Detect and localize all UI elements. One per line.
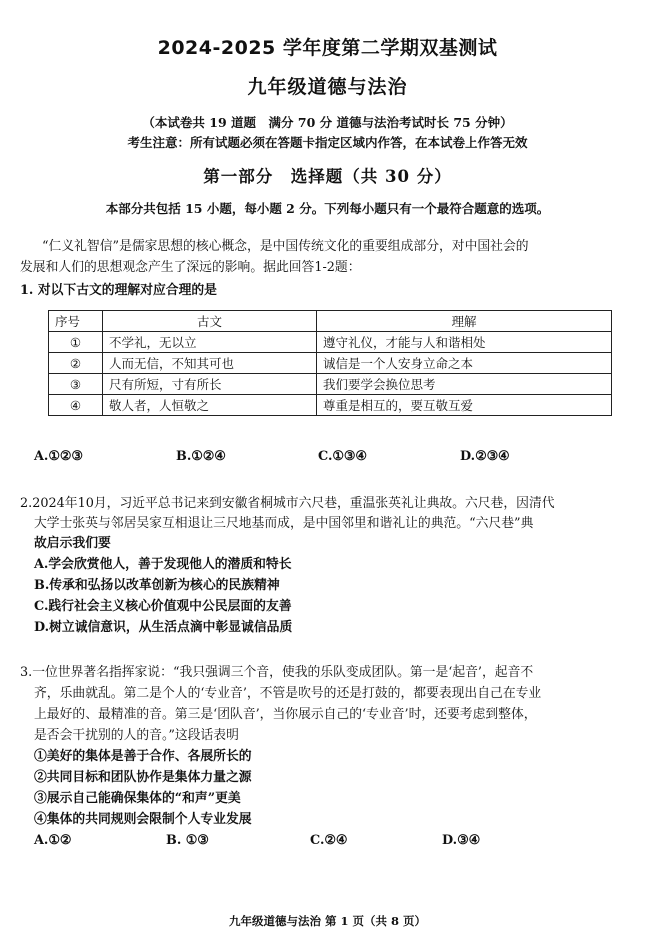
table-row <box>49 332 612 353</box>
q1-option-d: D.②③④ <box>460 449 510 464</box>
q1-table <box>48 310 612 416</box>
q1-option-a: A.①②③ <box>34 449 83 464</box>
table-cell: 不学礼，无以立 <box>103 332 317 353</box>
q2-option-d: D.树立诚信意识，从生活点滴中彰显诚信品质 <box>34 620 293 635</box>
exam-subject: 九年级道德与法治 <box>247 76 408 98</box>
q3-option-d: D.③④ <box>442 833 481 848</box>
q2-line-1: 2.2024年10月，习近平总书记来到安徽省桐城市六尺巷，重温张英礼让典故。六尺巷，因清代 <box>20 496 555 511</box>
exam-notice: 考生注意：所有试题必须在答题卡指定区域内作答，在本试卷上作答无效 <box>127 135 528 150</box>
q3-option-a: A.①② <box>34 833 72 848</box>
table-header-cell: 理解 <box>317 311 612 332</box>
q2-option-c: C.践行社会主义核心价值观中公民层面的友善 <box>34 599 292 614</box>
q3-statement-1: ①美好的集体是善于合作、各展所长的 <box>34 749 252 764</box>
q3-line-1: 3.一位世界著名指挥家说：“我只强调三个音，使我的乐队变成团队。第一是‘起音’，起音不 <box>20 665 534 680</box>
q1-stem: 1. 对以下古文的理解对应合理的是 <box>20 283 217 298</box>
part-note: 本部分共包括 15 小题，每小题 2 分。下列每小题只有一个最符合题意的选项。 <box>105 201 550 216</box>
table-header-row <box>49 311 612 332</box>
q3-line-3: 上最好的、最精准的音。第三是‘团队音’，当你展示自己的‘专业音’时，还要考虑到整体， <box>34 707 537 722</box>
table-cell: ② <box>49 353 103 374</box>
table-cell: ① <box>49 332 103 353</box>
q1-option-c: C.①③④ <box>318 449 367 464</box>
table-cell: 诚信是一个人安身立命之本 <box>317 353 612 374</box>
table-cell: 我们要学会换位思考 <box>317 374 612 395</box>
q3-option-b: B. ①③ <box>166 833 209 848</box>
q1-option-b: B.①②④ <box>176 449 226 464</box>
q3-line-4: 是否会干扰别的人的音。”这段话表明 <box>34 728 239 743</box>
table-cell: 敬人者，人恒敬之 <box>103 395 317 416</box>
q2-line-2: 大学士张英与邻居吴家互相退让三尺地基而成，是中国邻里和谐礼让的典范。“六尺巷”典 <box>34 516 534 531</box>
exam-title: 2024-2025 学年度第二学期双基测试 <box>157 37 498 59</box>
q2-option-b: B.传承和弘扬以改革创新为核心的民族精神 <box>34 578 280 593</box>
q2-line-3: 故启示我们要 <box>34 536 111 551</box>
table-cell: ④ <box>49 395 103 416</box>
table-cell: 尊重是相互的，要互敬互爱 <box>317 395 612 416</box>
q2-option-a: A.学会欣赏他人，善于发现他人的潜质和特长 <box>34 557 292 572</box>
q3-statement-4: ④集体的共同规则会限制个人专业发展 <box>34 812 252 827</box>
intro-line-2: 发展和人们的思想观念产生了深远的影响。据此回答1-2题： <box>20 260 361 275</box>
table-cell: ③ <box>49 374 103 395</box>
table-row <box>49 395 612 416</box>
q3-statement-3: ③展示自己能确保集体的“和声”更美 <box>34 791 241 806</box>
table-cell: 人而无信，不知其可也 <box>103 353 317 374</box>
q3-line-2: 齐，乐曲就乱。第二是个人的‘专业音’，不管是吹号的还是打鼓的，都要表现出自己在专业 <box>34 686 542 701</box>
q3-option-c: C.②④ <box>310 833 348 848</box>
exam-meta: （本试卷共 19 道题 满分 70 分 道德与法治考试时长 75 分钟） <box>142 115 513 130</box>
table-row <box>49 374 612 395</box>
table-cell: 遵守礼仪，才能与人和谐相处 <box>317 332 612 353</box>
page-footer: 九年级道德与法治 第 1 页（共 8 页） <box>228 914 427 928</box>
table-header-cell: 古文 <box>103 311 317 332</box>
part-title: 第一部分 选择题（共 30 分） <box>203 167 452 186</box>
table-cell: 尺有所短，寸有所长 <box>103 374 317 395</box>
intro-line-1: “仁义礼智信”是儒家思想的核心概念，是中国传统文化的重要组成部分，对中国社会的 <box>42 239 529 254</box>
table-row <box>49 353 612 374</box>
q3-statement-2: ②共同目标和团队协作是集体力量之源 <box>34 770 252 785</box>
table-header-cell: 序号 <box>49 311 103 332</box>
